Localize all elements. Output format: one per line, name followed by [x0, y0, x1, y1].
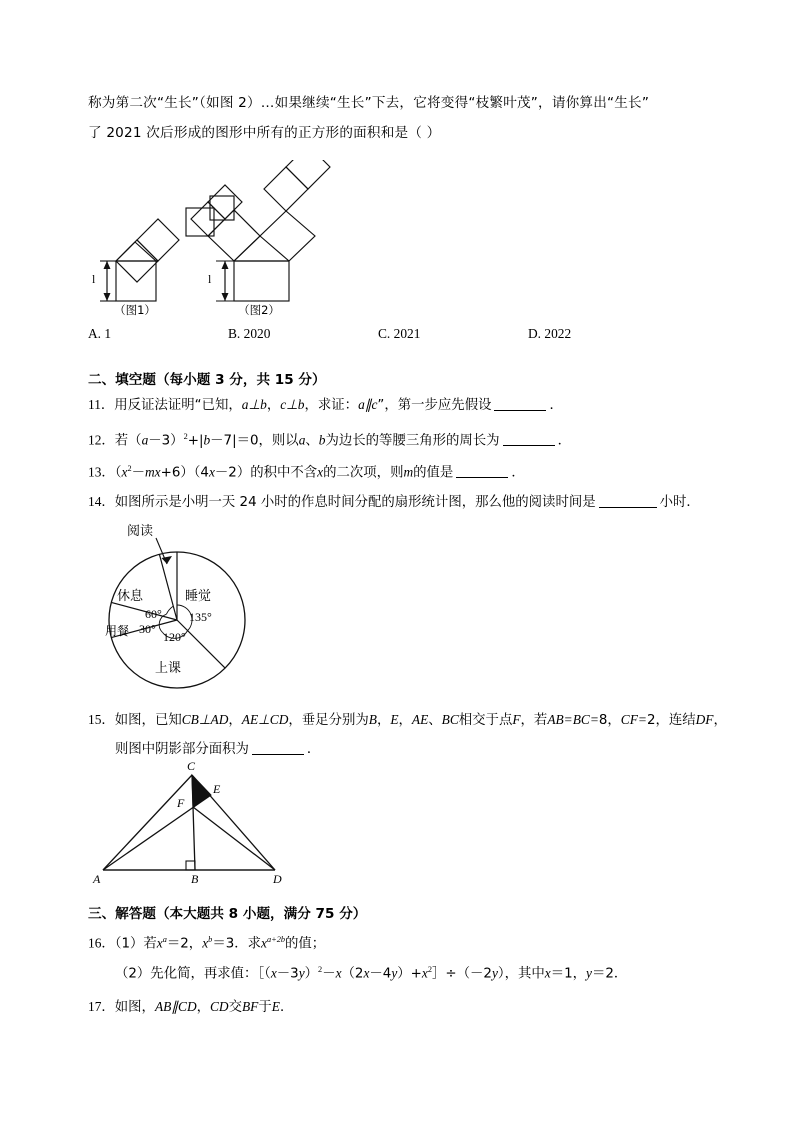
question-13 — [88, 454, 708, 487]
q16p2-t7: x — [335, 965, 342, 981]
q15-pt-b: B — [368, 712, 377, 727]
q16p1-eq2: ＝3．求 — [212, 936, 262, 952]
segment-FD — [193, 807, 275, 870]
pie-angle-rest: 60° — [145, 607, 162, 621]
q16p1-x3: x — [261, 935, 267, 951]
q17-t0: 如图， — [114, 1000, 155, 1015]
q13-t2: － — [131, 465, 145, 481]
q16p2-t6: － — [322, 966, 336, 982]
choice-b-text: 2020 — [243, 326, 271, 341]
q15-t7: 相交于点 — [458, 713, 513, 728]
question-11-number: 11． — [88, 397, 115, 412]
q16p1-prefix: （1）若 — [114, 936, 157, 952]
q15-seg-bc: BC — [441, 712, 459, 727]
choice-row — [88, 326, 708, 342]
q16p2-t18: x — [544, 965, 551, 981]
pythagorean-tree-figures — [88, 160, 388, 320]
section-three-heading: 三、解答题（本大题共 8 小题，满分 75 分） — [88, 906, 367, 922]
q17-t2: ， — [196, 1000, 210, 1015]
q14-text-after: 小时． — [659, 495, 700, 510]
q11-expr-1: a⊥b — [241, 397, 267, 412]
q16p2-t0: （2）先化简，再求值：［（ — [115, 966, 271, 982]
stem-paragraph-block — [88, 88, 708, 148]
q16p1-eq1: ＝2， — [166, 936, 203, 952]
triangle-label-D: D — [273, 872, 282, 886]
fig2-length-label: l — [208, 272, 212, 286]
triangle-label-B: B — [191, 872, 199, 886]
q16p2-t9: x — [363, 965, 370, 981]
q12-t6: 为边长的等腰三角形的周长为 — [325, 433, 500, 449]
q15-pt-e: E — [390, 712, 399, 727]
triangle-figure — [85, 760, 305, 890]
q16p2-t13: x — [421, 965, 428, 981]
pie-radius-345 — [159, 554, 177, 620]
stem-line-1: 称为第二次“生长”（如图 2）…如果继续“生长”下去，它将变得“枝繁叶茂”，请你算出“生长” — [88, 95, 650, 111]
q13-t1: （ — [114, 465, 122, 481]
pie-angle-class: 120° — [163, 630, 186, 644]
question-14-number: 14． — [88, 494, 115, 509]
q15-t2: ， — [228, 713, 242, 728]
q13-t5: 的二次项，则 — [323, 465, 404, 481]
q11-t1: 用反证法证明“已知， — [114, 398, 242, 413]
q15-t1: 如图，已知 — [114, 713, 182, 728]
q13-exp: 2 — [127, 464, 132, 473]
q15-line2-before: 则图中阴影部分面积为 — [115, 742, 249, 757]
right-angle-mark-B — [186, 861, 195, 870]
choice-b-key: B. — [228, 326, 241, 341]
choice-d-key: D. — [528, 326, 542, 341]
triangle-label-C: C — [187, 759, 196, 773]
q17-t8: ． — [279, 1000, 294, 1015]
q11-expr-3: a∥c — [358, 397, 378, 412]
fig1-length-label: l — [92, 272, 96, 286]
q11-t5: ． — [549, 398, 563, 413]
triangle-label-E: E — [213, 782, 221, 796]
q13-t7: ． — [511, 465, 525, 481]
choice-a-text: 1 — [104, 326, 112, 341]
q15-eq1: AB=BC= — [547, 712, 599, 727]
q16p2-t15: ］÷（－2 — [432, 966, 492, 982]
q12-t3: +| — [187, 433, 204, 449]
q15-pt-f: F — [512, 712, 521, 727]
q11-t2: ， — [266, 398, 281, 413]
q13-var-x: x — [121, 464, 128, 480]
q13-var-x2: x — [208, 464, 215, 480]
q16p2-t12: ）+ — [397, 966, 422, 982]
pie-label-rest: 休息 — [117, 589, 144, 604]
triangle-label-F: F — [177, 796, 185, 810]
question-17 — [88, 992, 708, 1022]
pie-angle-sleep: 135° — [189, 610, 212, 624]
q16p2-t16: y — [491, 965, 498, 981]
q16p1-x1: x — [156, 935, 163, 951]
q16p2-t10: －4 — [369, 966, 392, 982]
q13-var-x3: x — [317, 464, 324, 480]
question-13-number: 13． — [88, 464, 115, 480]
q16p2-t11: y — [391, 965, 398, 981]
q11-t3: ，求证： — [304, 398, 359, 413]
pie-label-meal: 用餐 — [105, 624, 130, 638]
q15-t11: ， — [713, 713, 727, 728]
q16p2-t17: ），其中 — [497, 966, 545, 982]
q15-t8: ，若 — [520, 713, 548, 728]
choice-a-key: A. — [88, 326, 102, 341]
triangle-svg — [85, 760, 305, 890]
q13-t4: －2）的积中不含 — [214, 465, 318, 481]
q13-t3: +6）（4 — [160, 465, 209, 481]
q15-e2: AE⊥CD — [241, 712, 289, 727]
q12-t5: 、 — [305, 433, 319, 449]
question-11 — [88, 390, 708, 420]
q17-ab-cd: AB∥CD — [154, 999, 197, 1014]
question-15-line-1 — [88, 705, 748, 735]
pie-label-sleep: 睡觉 — [185, 589, 212, 604]
q12-t1: 若（ — [114, 433, 142, 449]
q15-seg-df: DF — [695, 712, 714, 727]
q17-t6: 于 — [258, 1000, 272, 1015]
choice-c-key: C. — [378, 326, 391, 341]
angle-arc-rest — [166, 606, 173, 614]
q15-eq2: CF= — [620, 712, 647, 727]
q14-text-before: 如图所示是小明一天 24 小时的作息时间分配的扇形统计图，那么他的阅读时间是 — [114, 495, 596, 510]
choice-d-text: 2022 — [544, 326, 572, 341]
q15-answer-blank[interactable] — [252, 741, 304, 755]
q13-answer-blank[interactable] — [456, 464, 508, 478]
choice-b[interactable] — [228, 326, 378, 342]
q13-var-m: m — [403, 464, 414, 480]
choice-d[interactable] — [528, 326, 571, 342]
question-16-number: 16． — [88, 935, 115, 951]
q16p2-t2: －3 — [276, 966, 299, 982]
q15-seg-ae: AE — [411, 712, 429, 727]
question-12-number: 12． — [88, 432, 115, 448]
q15-t9: 8， — [598, 713, 621, 728]
figure-1-caption: （图1） — [114, 303, 156, 317]
q12-exp: 2 — [183, 432, 188, 441]
q15-t6: 、 — [428, 713, 442, 728]
q11-answer-blank[interactable] — [494, 397, 546, 411]
q13-t6: 的值是 — [413, 465, 454, 481]
pie-chart-figure — [95, 512, 295, 702]
q17-t4: 交 — [228, 1000, 242, 1015]
choice-a[interactable] — [88, 326, 228, 342]
q11-expr-2: c⊥b — [280, 397, 305, 412]
stem-line-2: 了 2021 次后形成的图形中所有的正方形的面积和是（ ） — [88, 125, 441, 141]
q17-e: E — [271, 999, 280, 1014]
pythagorean-tree-svg — [88, 160, 388, 320]
q17-cd: CD — [210, 999, 229, 1014]
q16p2-t14: 2 — [427, 965, 433, 974]
q16p2-t20: y — [586, 965, 592, 981]
q11-t4: ”，第一步应先假设 — [377, 398, 492, 413]
q16p1-exp2: b — [208, 935, 213, 944]
q16p2-t3: y — [298, 965, 305, 981]
choice-c[interactable] — [378, 326, 528, 342]
triangle-label-A: A — [93, 872, 101, 886]
q12-var-b2: b — [318, 432, 326, 448]
pie-angle-meal: 30° — [139, 622, 156, 636]
q15-e1: CB⊥AD — [181, 712, 229, 727]
q15-t3: ，垂足分别为 — [288, 713, 369, 728]
pie-label-class: 上课 — [155, 661, 182, 676]
question-15-number: 15． — [88, 712, 115, 727]
q12-answer-blank[interactable] — [503, 432, 555, 446]
choice-c-text: 2021 — [393, 326, 421, 341]
q13-mx: mx — [144, 464, 161, 480]
q12-var-b: b — [203, 432, 211, 448]
q12-t4: －7|＝0，则以 — [210, 433, 299, 449]
question-17-number: 17． — [88, 999, 115, 1014]
q15-t4: ， — [376, 713, 391, 728]
q12-t7: ． — [557, 433, 571, 449]
q16p1-exp3: a+2b — [266, 935, 286, 944]
q12-var-a: a — [141, 432, 149, 448]
q16p1-suffix: 的值； — [285, 936, 326, 952]
q16p2-t21: ＝2． — [591, 966, 628, 982]
q14-answer-blank[interactable] — [599, 494, 657, 508]
q15-line2-after: ． — [306, 742, 321, 757]
pie-label-reading: 阅读 — [127, 524, 154, 539]
q12-var-a2: a — [298, 432, 306, 448]
section-two-heading: 二、填空题（每小题 3 分，共 15 分） — [88, 372, 326, 388]
q17-bf: BF — [242, 999, 259, 1014]
question-16-part-1 — [88, 925, 708, 958]
q16p1-x2: x — [202, 935, 209, 951]
figure-2-caption: （图2） — [238, 303, 280, 317]
q16p2-t19: ＝1， — [550, 966, 587, 982]
question-12 — [88, 422, 708, 455]
q16p2-t5: 2 — [318, 965, 323, 974]
q12-t2: －3） — [148, 433, 184, 449]
segment-AC — [103, 775, 192, 870]
reading-arrowhead — [162, 556, 173, 564]
q16p1-exp1: a — [162, 935, 167, 944]
pie-chart-svg — [95, 512, 295, 702]
q16p2-t1: x — [270, 965, 277, 981]
question-16-part-2 — [115, 955, 755, 988]
q16p2-t4: ） — [304, 966, 319, 982]
q16p2-t8: （2 — [341, 966, 364, 982]
q15-t10: 2，连结 — [646, 713, 696, 728]
q15-t5: ， — [398, 713, 412, 728]
